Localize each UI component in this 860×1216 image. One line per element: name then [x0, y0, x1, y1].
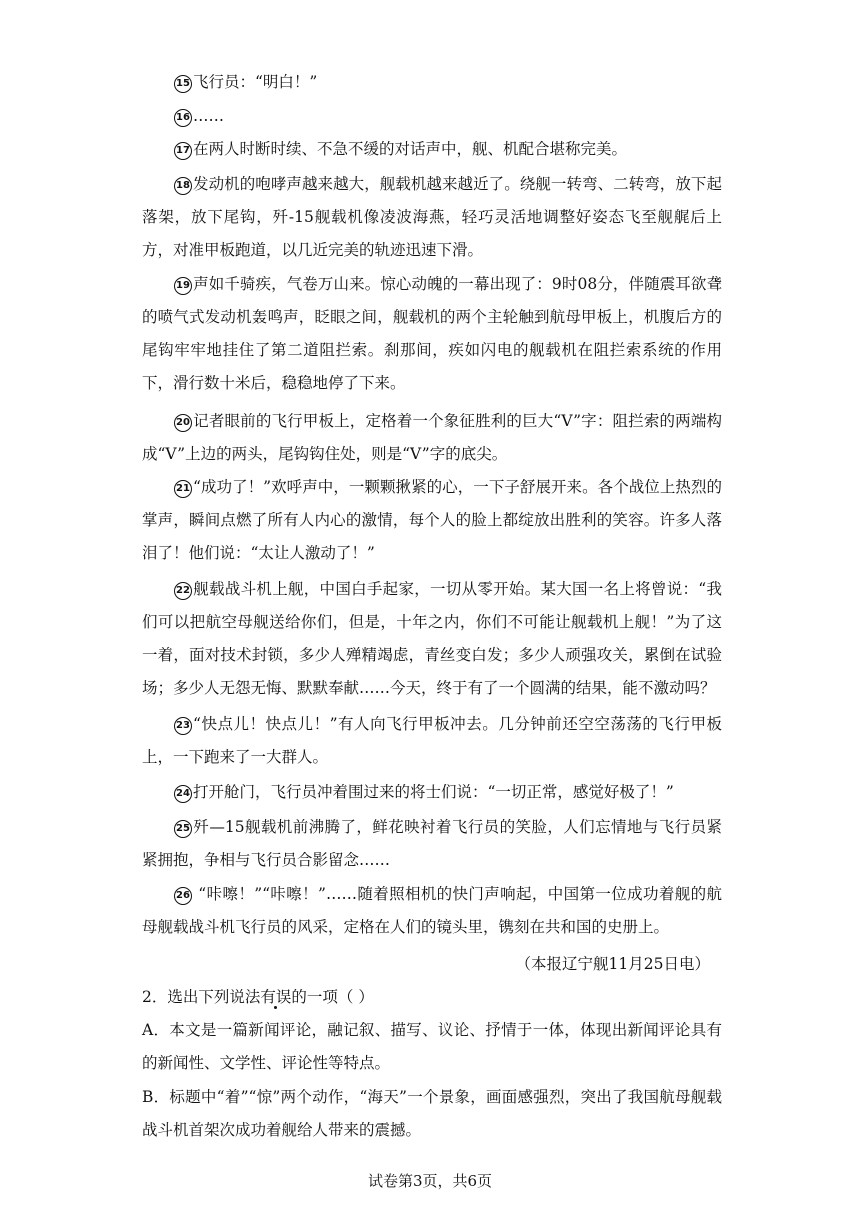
paragraph-23 — [142, 708, 722, 774]
paragraph-text: 在两人时断时续、不急不缓的对话声中，舰、机配合堪称完美。 — [193, 140, 628, 158]
paragraph-16 — [142, 100, 722, 133]
paragraph-22 — [142, 573, 722, 705]
question-stem-pre: 2．选出下列说法 — [142, 988, 261, 1006]
paragraph-24 — [142, 776, 722, 809]
paragraph-26 — [142, 878, 722, 944]
paragraph-text: 发动机的咆哮声越来越大，舰载机越来越近了。绕舰一转弯、二转弯，放下起落架，放下尾钩，歼-15舰载机像凌波海燕，轻巧灵活地调整好姿态飞至舰艉后上方，对准甲板跑道，以几近完美的轨迹迅速下滑。 — [142, 175, 722, 259]
paragraph-text: 打开舱门，飞行员冲着围过来的将士们说：“一切正常，感觉好极了！” — [193, 783, 674, 801]
paragraph-text: 记者眼前的飞行甲板上，定格着一个象征胜利的巨大“V”字：阻拦索的两端构成“V”上边的两头，尾钩钩住处，则是“V”字的底尖。 — [142, 412, 722, 463]
paragraph-text: “咔嚓！”“咔嚓！”……随着照相机的快门声响起，中国第一位成功着舰的航母舰载战斗机飞行员的风采，定格在人们的镜头里，镌刻在共和国的史册上。 — [142, 885, 722, 936]
paragraph-number: 25 — [174, 820, 192, 838]
paragraph-number: 24 — [174, 785, 192, 803]
dateline: （本报辽宁舰11月25日电） — [515, 955, 710, 973]
paragraph-text: 歼—15舰载机前沸腾了，鲜花映衬着飞行员的笑脸，人们忘情地与飞行员紧紧拥抱，争相与飞行员合影留念…… — [142, 818, 722, 869]
paragraph-number: 22 — [174, 582, 192, 600]
paragraph-19 — [142, 268, 722, 400]
paragraph-text: …… — [193, 107, 224, 125]
paragraph-number: 17 — [174, 142, 192, 160]
paragraph-text: 飞行员：“明白！” — [193, 73, 318, 91]
paragraph-number: 18 — [174, 177, 192, 195]
paragraph-18 — [142, 168, 722, 267]
question-stem-emphasis: 有误 — [260, 988, 292, 1006]
paragraph-number: 20 — [174, 414, 192, 432]
page-footer: 试卷第3页，共6页 — [367, 1172, 493, 1190]
paragraph-text: 舰载战斗机上舰，中国白手起家，一切从零开始。某大国一名上将曾说：“我们可以把航空母舰送给你们，但是，十年之内，你们不可能让舰载机上舰！”为了这一着，面对技术封锁，多少人殚精竭虑，青丝变白发；多少人顽强攻关，累倒在试验场；多少人无怨无悔、默默奉献……今天，终于有了一个圆满的结果，能不激动吗？ — [142, 580, 722, 697]
paragraph-15 — [142, 66, 722, 99]
paragraph-17 — [142, 133, 722, 166]
paragraph-text: 声如千骑疾，气卷万山来。惊心动魄的一幕出现了：9时08分，伴随震耳欲聋的喷气式发动机轰鸣声，眨眼之间，舰载机的两个主轮触到航母甲板上，机腹后方的尾钩牢牢地挂住了第二道阻拦索。刹那间，疾如闪电的舰载机在阻拦索系统的作用下，滑行数十米后，稳稳地停了下来。 — [142, 275, 722, 392]
paragraph-number: 21 — [174, 480, 192, 498]
paragraph-text: “快点儿！快点儿！”有人向飞行甲板冲去。几分钟前还空空荡荡的飞行甲板上，一下跑来了一大群人。 — [142, 715, 722, 766]
paragraph-25 — [142, 811, 722, 877]
paragraph-number: 15 — [174, 75, 192, 93]
paragraph-21 — [142, 471, 722, 570]
option-b: B．标题中“着”“惊”两个动作，“海天”一个景象，画面感强烈，突出了我国航母舰载战斗机首架次成功着舰给人带来的震撼。 — [142, 1088, 722, 1139]
paragraph-number: 26 — [174, 887, 192, 905]
paragraph-number: 16 — [174, 109, 192, 127]
paragraph-number: 23 — [174, 717, 192, 735]
option-a: A．本文是一篇新闻评论，融记叙、描写、议论、抒情于一体，体现出新闻评论具有的新闻性、文学性、评论性等特点。 — [142, 1021, 722, 1072]
paragraph-number: 19 — [174, 277, 192, 295]
paragraph-20 — [142, 405, 722, 471]
question-stem-post: 的一项（ ） — [291, 988, 374, 1006]
paragraph-text: “成功了！”欢呼声中，一颗颗揪紧的心，一下子舒展开来。各个战位上热烈的掌声，瞬间点燃了所有人内心的激情，每个人的脸上都绽放出胜利的笑容。许多人落泪了！他们说：“太让人激动了！” — [142, 478, 722, 562]
question-stem — [142, 981, 722, 1014]
